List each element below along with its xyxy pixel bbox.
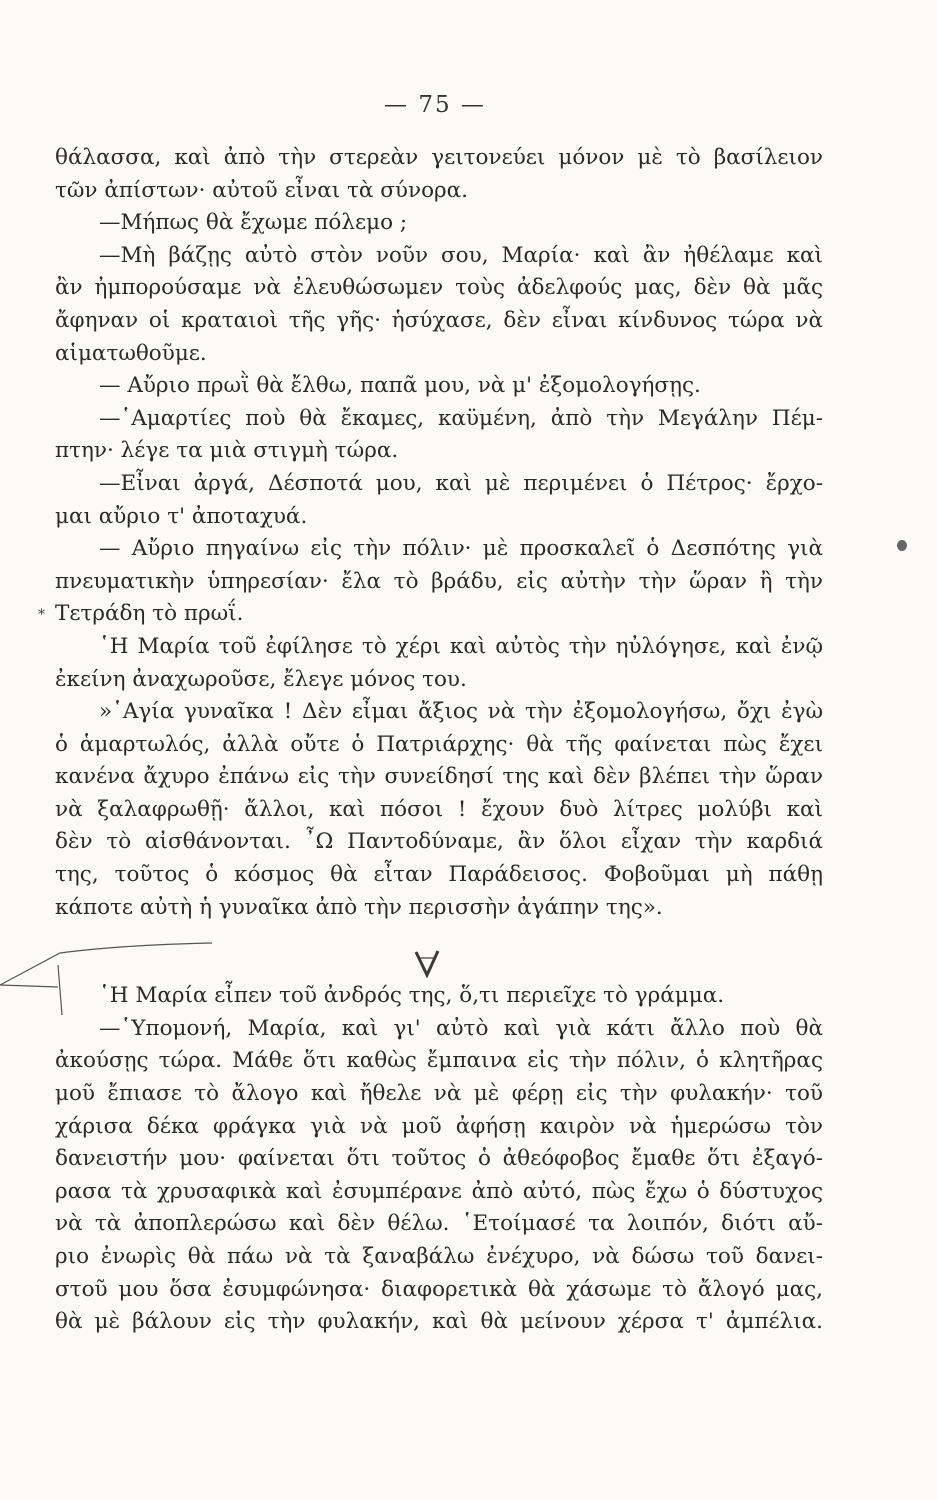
text-line: κάποτε αὐτὴ ἡ γυναῖκα ἀπὸ τὴν περισσὴν ἀγάπην της».: [55, 894, 663, 920]
text-line: ἂν ἠμπορούσαμε νὰ ἐλευθώσωμεν τοὺς ἀδελφούς μας, δὲν θὰ μᾶς: [55, 275, 823, 301]
text-line: ρασα τὰ χρυσαφικὰ καὶ ἐσυμπέρανε ἀπὸ αὐτό, πὼς ἔχω ὁ δύστυχος: [55, 1178, 823, 1204]
text-line: κανένα ἄχυρο ἐπάνω εἰς τὴν συνείδησί της καὶ δὲν βλέπει τὴν ὥραν: [55, 764, 823, 790]
text-line: Τετράδη τὸ πρωΐ.: [55, 601, 244, 627]
text-line: —῾Αμαρτίες ποὺ θὰ ἔκαμες, καϋμένη, ἀπὸ τὴν Μεγάλην Πέμ-: [99, 405, 823, 431]
text-line: ῾Η Μαρία εἶπεν τοῦ ἀνδρός της, ὅ,τι περιεῖχε τὸ γράμμα.: [99, 983, 725, 1009]
text-line: μαι αὔριο τ' ἀποταχυά.: [55, 503, 308, 529]
text-line: πνευματικὴν ὑπηρεσίαν· ἔλα τὸ βράδυ, εἰς αὐτὴν τὴν ὥραν ἢ τὴν: [55, 568, 823, 594]
text-line: νὰ ξαλαφρωθῇ· ἄλλοι, καὶ πόσοι ! ἔχουν δυὸ λίτρες μολύβι καὶ: [55, 796, 823, 822]
section-mark-v-icon: [414, 948, 440, 978]
text-line: θάλασσα, καὶ ἀπὸ τὴν στερεὰν γειτονεύει μόνον μὲ τὸ βασίλειον: [55, 145, 823, 170]
text-line: πτην· λέγε τα μιὰ στιγμὴ τώρα.: [55, 438, 399, 464]
text-line: »῾Αγία γυναῖκα ! Δὲν εἶμαι ἄξιος νὰ τὴν ἐξομολογήσω, ὄχι ἐγὼ: [99, 699, 823, 725]
text-line: της, τοῦτος ὁ κόσμος θὰ εἶταν Παράδεισος. Φοβοῦμαι μὴ πάθῃ: [55, 862, 823, 888]
text-line: δανειστήν μου· φαίνεται ὅτι τοῦτος ὁ ἀθεόφοβος ἔμαθε ὅτι ἐξαγό-: [55, 1146, 823, 1172]
text-line: —Μὴ βάζῃς αὐτὸ στὸν νοῦν σου, Μαρία· καὶ ἂν ἠθέλαμε καὶ: [99, 242, 823, 268]
text-line: δὲν τὸ αἰσθάνονται. ῏Ω Παντοδύναμε, ἂν ὅλοι εἶχαν τὴν καρδιά: [55, 829, 823, 855]
text-line: ἐκείνη ἀναχωροῦσε, ἔλεγε μόνος του.: [55, 666, 467, 692]
text-line: ῾Η Μαρία τοῦ ἐφίλησε τὸ χέρι καὶ αὐτὸς τὴν ηὐλόγησε, καὶ ἐνῷ: [99, 633, 823, 659]
body-text: [55, 142, 823, 1339]
margin-pencil-arrow-icon: [0, 925, 215, 1015]
text-line: —Εἶναι ἀργά, Δέσποτά μου, καὶ μὲ περιμένει ὁ Πέτρος· ἔρχο-: [99, 470, 823, 496]
text-line: χάρισα δέκα φράγκα γιὰ νὰ μοῦ ἀφήσῃ καιρὸν νὰ ἡμερώσω τὸν: [55, 1113, 823, 1139]
text-line: — Αὔριο πηγαίνω εἰς τὴν πόλιν· μὲ προσκαλεῖ ὁ Δεσπότης γιὰ: [99, 536, 823, 562]
text-line: τῶν ἀπίστων· αὐτοῦ εἶναι τὰ σύνορα.: [55, 177, 469, 203]
ink-blot: [897, 540, 907, 551]
text-line: ἀκούσῃς τώρα. Μάθε ὅτι καθὼς ἔμπαινα εἰς τὴν πόλιν, ὁ κλητῆρας: [55, 1048, 823, 1074]
text-line: αἱματωθοῦμε.: [55, 340, 207, 366]
text-line: μοῦ ἔπιασε τὸ ἄλογο καὶ ἤθελε νὰ μὲ φέρῃ εἰς τὴν φυλακήν· τοῦ: [55, 1081, 823, 1107]
page-number: — 75 —: [384, 92, 486, 118]
text-line: —Μήπως θὰ ἔχωμε πόλεμο ;: [99, 210, 408, 236]
text-line: θὰ μὲ βάλουν εἰς τὴν φυλακήν, καὶ θὰ μείνουν χέρσα τ' ἀμπέλια.: [55, 1309, 823, 1335]
text-line: ὁ ἁμαρτωλός, ἀλλὰ οὔτε ὁ Πατριάρχης· θὰ τῆς φαίνεται πὼς ἔχει: [55, 731, 823, 757]
text-line: στοῦ μου ὅσα ἐσυμφώνησα· διαφορετικὰ θὰ χάσωμε τὸ ἄλογό μας,: [55, 1276, 823, 1302]
margin-asterisk: *: [38, 607, 45, 623]
text-line: — Αὔριο πρωῒ θὰ ἔλθω, παπᾶ μου, νὰ μ' ἐξομολογήσῃς.: [99, 373, 701, 399]
text-line: ριο ἐνωρὶς θὰ πάω νὰ τὰ ξαναβάλω ἐνέχυρο, νὰ δώσω τοῦ δανει-: [55, 1244, 823, 1269]
text-line: νὰ τὰ ἀποπλερώσω καὶ δὲν θέλω. ῾Ετοίμασέ τα λοιπόν, διότι αὔ-: [55, 1211, 823, 1237]
text-line: —῾Υπομονή, Μαρία, καὶ γι' αὐτὸ καὶ γιὰ κάτι ἄλλο ποὺ θὰ: [99, 1015, 823, 1041]
text-line: ἄφηναν οἱ κραταιοὶ τῆς γῆς· ἡσύχασε, δὲν εἶναι κίνδυνος τώρα νὰ: [55, 307, 823, 333]
